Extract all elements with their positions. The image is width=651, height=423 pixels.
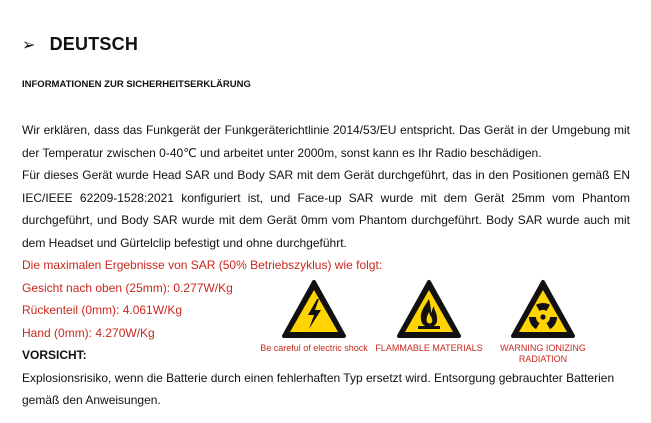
sign-electric-shock	[258, 279, 370, 354]
sar-test-paragraph: Für dieses Gerät wurde Head SAR und Body SAR mit dem Gerät durchgeführt, das in den Positionen gemäß EN IEC/IEEE 62209-1528:2021 konfiguriert ist, und Face-up SAR wurde mit dem Gerät 25mm vom Phantom durchgeführt, und Body SAR wurde mit dem Gerät 0mm vom Phantom durchgeführt. Body SAR wurde auch mit dem Headset und Gürtelclip befestigt und ohne durchgeführt.	[22, 168, 630, 250]
sar-hand: Hand (0mm): 4.270W/Kg	[22, 325, 155, 340]
heading-title: DEUTSCH	[49, 34, 139, 54]
section-heading	[22, 34, 138, 55]
caution-title: VORSICHT:	[22, 348, 87, 362]
warning-signs	[260, 279, 596, 369]
sign-caption: Be careful of electric shock	[260, 343, 368, 353]
sign-caption: FLAMMABLE MATERIALS	[375, 343, 483, 353]
sar-face: Gesicht nach oben (25mm): 0.277W/Kg	[22, 280, 233, 295]
electric-shock-icon	[281, 279, 347, 339]
arrow-bullet-icon: ➢	[22, 36, 36, 54]
declaration-paragraph: Wir erklären, dass das Funkgerät der Funkgeräterichtlinie 2014/53/EU entspricht. Das Gerät in der Umgebung mit der Temperatur zwischen 0-40℃ und arbeitet unter 2000m, sonst kann es Ihr Radio beschädigen.	[22, 123, 630, 160]
flammable-icon	[396, 279, 462, 339]
sign-radiation	[487, 279, 599, 365]
sign-caption: WARNING IONIZING RADIATION	[500, 343, 586, 364]
subheading: INFORMATIONEN ZUR SICHERHEITSERKLÄRUNG	[22, 79, 251, 90]
sign-flammable	[373, 279, 485, 354]
sar-back: Rückenteil (0mm): 4.061W/Kg	[22, 303, 183, 317]
sar-intro: Die maximalen Ergebnisse von SAR (50% Betriebszyklus) wie folgt:	[22, 258, 383, 272]
radiation-icon	[510, 279, 576, 339]
caution-text: Explosionsrisiko, wenn die Batterie durch einen fehlerhaften Typ ersetzt wird. Entsorgung gebrauchter Batterien gemäß den Anweisungen.	[22, 370, 615, 407]
